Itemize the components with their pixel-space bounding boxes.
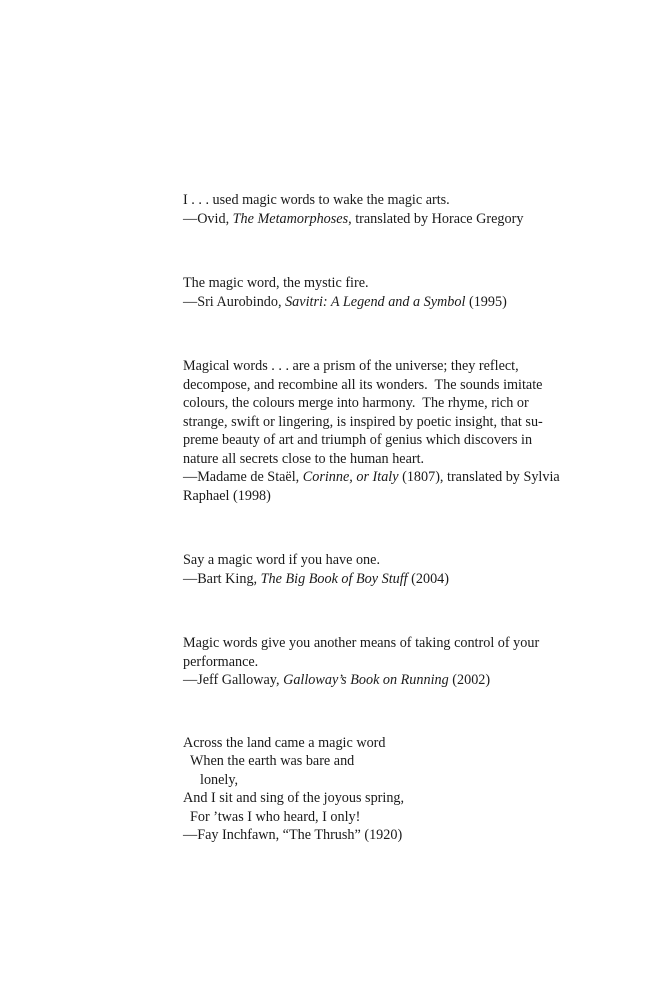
attribution-continued: Raphael (1998) — [183, 487, 271, 504]
epigraph-king — [183, 551, 553, 588]
spacer — [183, 588, 553, 634]
quote-line: performance. — [183, 653, 259, 670]
poem-line: And I sit and sing of the joyous spring, — [183, 790, 405, 806]
attribution-title: The Metamorphoses — [232, 210, 349, 227]
attribution-dash: — — [183, 827, 198, 843]
quote-line: Say a magic word if you have one. — [183, 552, 380, 568]
attribution — [183, 570, 553, 589]
attribution-title: Galloway’s Book on Running — [283, 672, 449, 688]
spacer — [183, 228, 553, 274]
quote-line: Magical words . . . are a prism of the universe; they reflect, — [183, 358, 519, 374]
epigraph-aurobindo — [183, 274, 553, 311]
attribution-dash: — — [183, 469, 198, 485]
quote-line: decompose, and recombine all its wonders. The sounds imitate — [183, 376, 543, 393]
attribution-rest: , translated by Horace Gregory — [348, 210, 524, 227]
quote-line: strange, swift or lingering, is inspired by poetic insight, that su- — [183, 413, 543, 430]
attribution-author: Ovid, — [197, 210, 233, 227]
attribution-rest: (2004) — [407, 570, 449, 587]
epigraph-de-stael — [183, 357, 560, 505]
quote-line: The magic word, the mystic fire. — [183, 275, 369, 291]
quote-line: nature all secrets close to the human heart. — [183, 450, 425, 467]
epigraph-ovid — [183, 191, 553, 228]
quote-line: preme beauty of art and triumph of genius which discovers in — [183, 432, 533, 448]
epigraph-page — [183, 191, 560, 845]
spacer — [183, 505, 553, 551]
attribution-author: Bart King, — [197, 570, 261, 587]
attribution-title: Savitri: A Legend and a Symbol — [285, 293, 466, 310]
attribution — [183, 671, 553, 690]
quote-line: colours, the colours merge into harmony. The rhyme, rich or — [183, 395, 529, 411]
attribution — [183, 210, 553, 229]
attribution — [183, 468, 560, 487]
attribution-author: Fay Inchfawn, “The Thrush” (1920) — [197, 827, 403, 843]
attribution-rest: (1995) — [465, 293, 507, 310]
attribution — [183, 293, 553, 312]
quote-line: Magic words give you another means of taking control of your — [183, 635, 540, 651]
attribution-rest: (1807), translated by Sylvia — [398, 469, 560, 485]
attribution-dash: — — [183, 210, 198, 227]
poem-line: When the earth was bare and — [190, 753, 355, 769]
spacer — [183, 311, 553, 357]
attribution-dash: — — [183, 672, 198, 688]
attribution-title: The Big Book of Boy Stuff — [260, 570, 408, 587]
poem-line: For ’twas I who heard, I only! — [190, 808, 361, 825]
epigraph-inchfawn — [183, 734, 553, 845]
poem-line: Across the land came a magic word — [183, 734, 386, 751]
attribution — [183, 826, 553, 845]
poem-line: lonely, — [200, 771, 239, 788]
attribution-author: Madame de Staël, — [197, 469, 303, 485]
attribution-dash: — — [183, 570, 198, 587]
attribution-author: Sri Aurobindo, — [197, 293, 286, 310]
spacer — [183, 690, 553, 734]
attribution-author: Jeff Galloway, — [197, 672, 284, 688]
attribution-rest: (2002) — [448, 672, 491, 688]
epigraph-galloway — [183, 634, 553, 690]
attribution-title: Corinne, or Italy — [302, 469, 399, 485]
attribution-dash: — — [183, 293, 198, 310]
quote-line: I . . . used magic words to wake the magic arts. — [183, 192, 450, 208]
